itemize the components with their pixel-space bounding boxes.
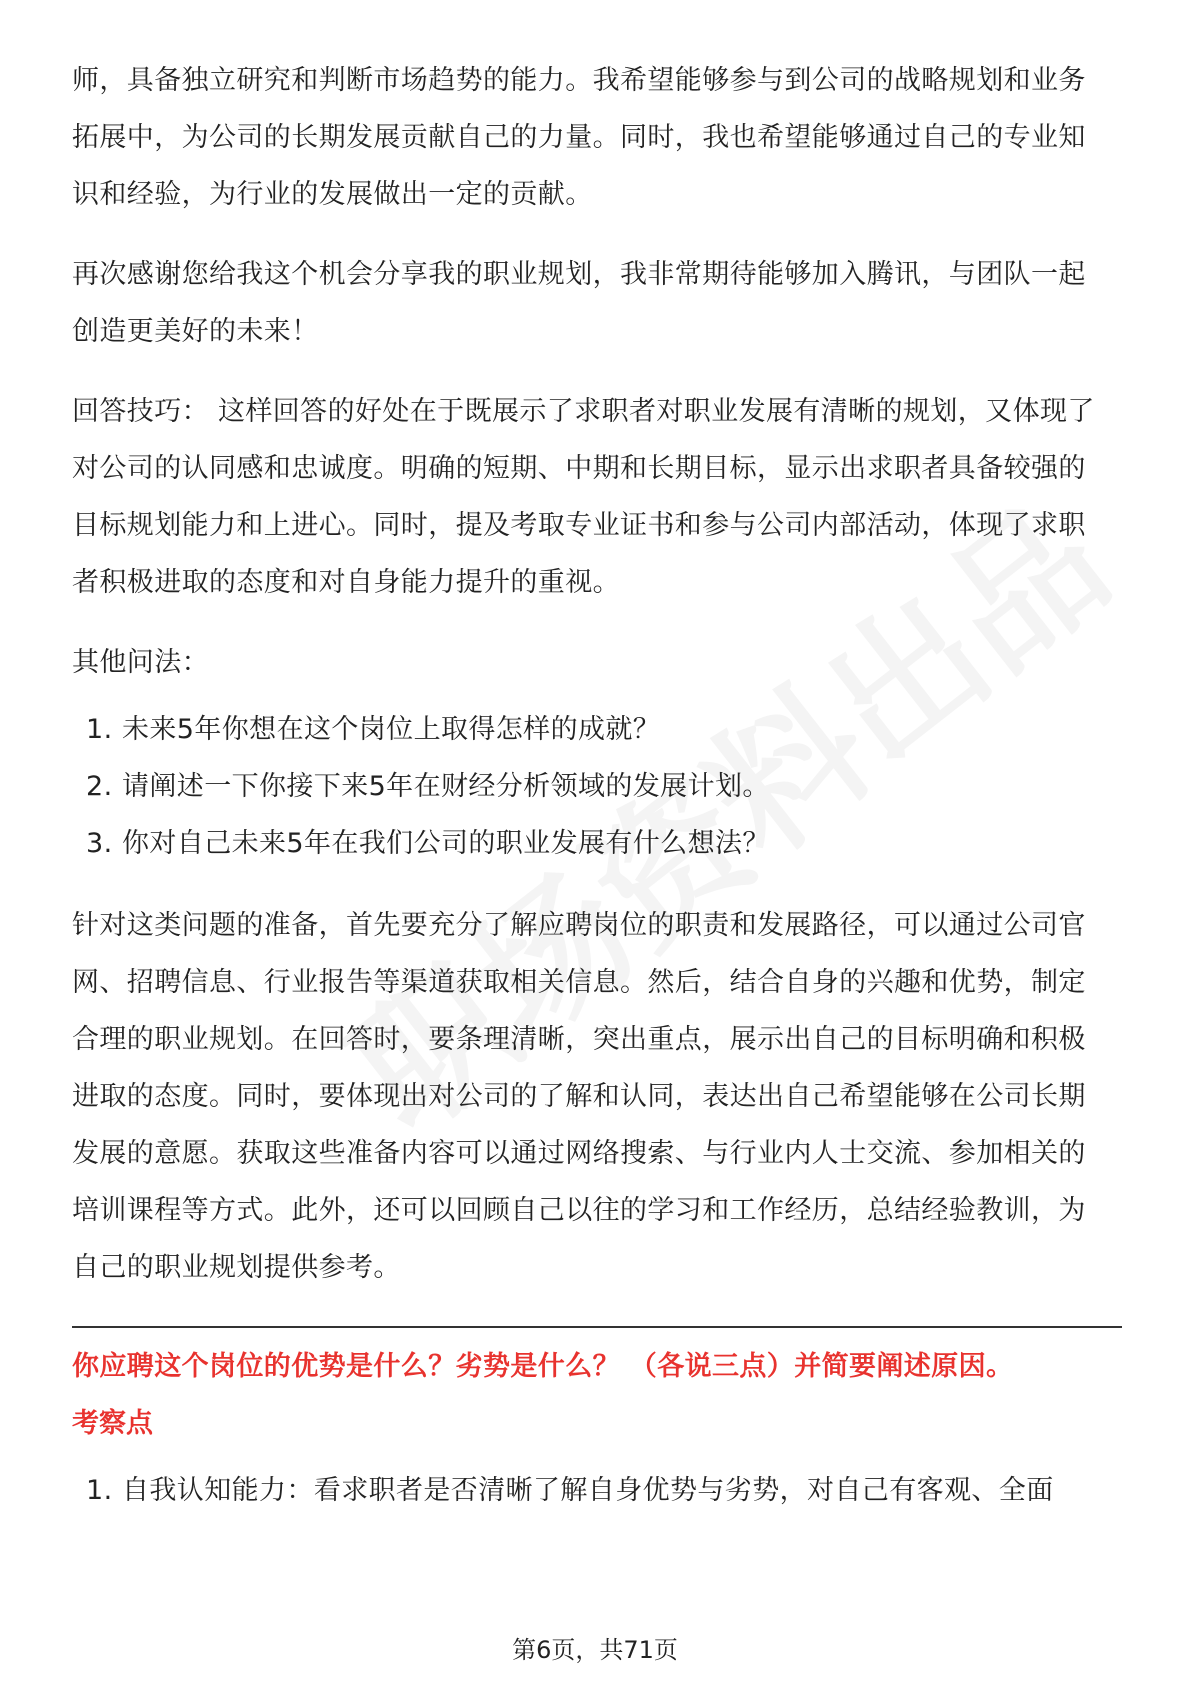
page-footer: 第6页，共71页 [512, 1636, 678, 1664]
paragraph-career-goal-end: 师，具备独立研究和判断市场趋势的能力。我希望能够参与到公司的战略规划和业务拓展中，为公司的长期发展贡献自己的力量。同时，我也希望能够通过自己的专业知识和经验，为行业的发展做出一定的贡献。 [72, 65, 1086, 210]
section-divider [72, 1326, 1122, 1328]
list-item-text: 未来5年你想在这个岗位上取得怎样的成就？ [122, 714, 661, 745]
paragraph-thanks: 再次感谢您给我这个机会分享我的职业规划，我非常期待能够加入腾讯，与团队一起创造更美好的未来！ [72, 259, 1086, 347]
list-item-number: 1. [86, 714, 113, 745]
list-item [72, 815, 1112, 872]
list-item [72, 758, 1112, 815]
list-item-number: 3. [86, 828, 113, 859]
page-content [72, 52, 1112, 1519]
assessment-points-list [72, 1462, 1112, 1519]
other-questions-list [72, 701, 1112, 872]
list-item [72, 701, 1112, 758]
paragraph-answer-tips: 回答技巧： 这样回答的好处在于既展示了求职者对职业发展有清晰的规划，又体现了对公司的认同感和忠诚度。明确的短期、中期和长期目标，显示出求职者具备较强的目标规划能力和上进心。同时，提及考取专业证书和参与公司内部活动，体现了求职者积极进取的态度和对自身能力提升的重视。 [72, 396, 1095, 598]
assessment-points-heading: 考察点 [72, 1408, 153, 1439]
question-heading: 你应聘这个岗位的优势是什么？劣势是什么？ （各说三点）并简要阐述原因。 [72, 1351, 1014, 1382]
list-item-text: 你对自己未来5年在我们公司的职业发展有什么想法？ [122, 828, 770, 859]
paragraph-other-questions-label: 其他问法： [72, 647, 209, 678]
list-item-text: 请阐述一下你接下来5年在财经分析领域的发展计划。 [122, 771, 770, 802]
list-item-text: 自我认知能力：看求职者是否清晰了解自身优势与劣势，对自己有客观、全面 [122, 1475, 1054, 1506]
paragraph-preparation: 针对这类问题的准备，首先要充分了解应聘岗位的职责和发展路径，可以通过公司官网、招聘信息、行业报告等渠道获取相关信息。然后，结合自身的兴趣和优势，制定合理的职业规划。在回答时，要条理清晰，突出重点，展示出自己的目标明确和积极进取的态度。同时，要体现出对公司的了解和认同，表达出自己希望能够在公司长期发展的意愿。获取这些准备内容可以通过网络搜索、与行业内人士交流、参加相关的培训课程等方式。此外，还可以回顾自己以往的学习和工作经历，总结经验教训，为自己的职业规划提供参考。 [72, 910, 1086, 1283]
list-item-number: 2. [86, 771, 113, 802]
list-item-number: 1. [86, 1475, 113, 1506]
list-item [72, 1462, 1112, 1519]
